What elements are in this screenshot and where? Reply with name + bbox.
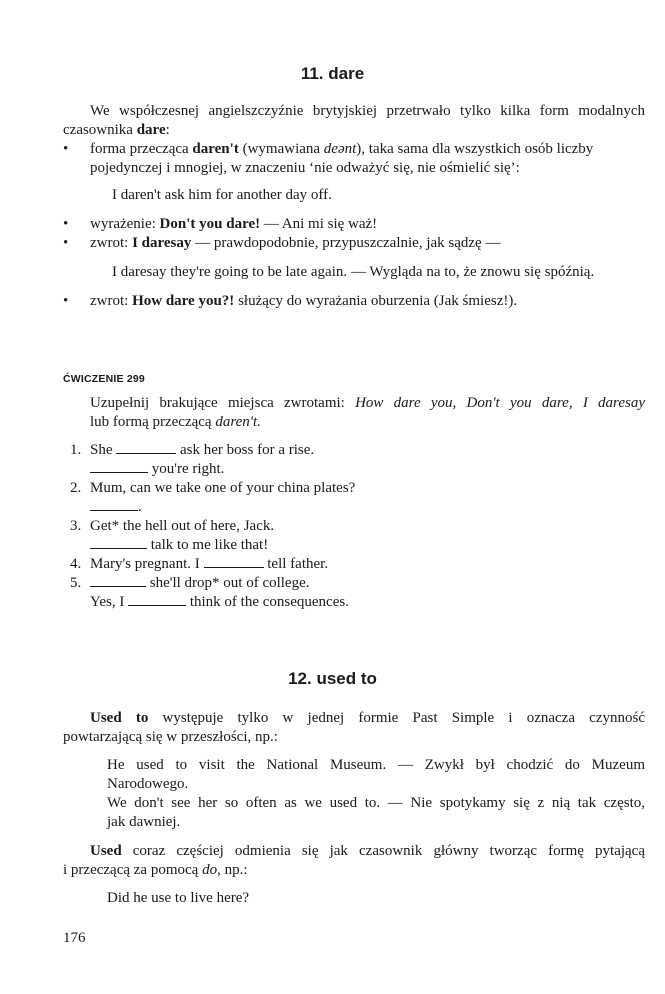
item-2-line-1: Mum, can we take one of your china plates? <box>90 480 356 496</box>
section-11-title: 11. dare <box>300 64 365 83</box>
answer-blank[interactable] <box>204 555 264 568</box>
item-number: 4. <box>70 556 82 572</box>
example-museum-line-1: He used to visit the National Museum. — Zwykł był chodzić do Muzeum <box>107 757 645 773</box>
answer-blank[interactable] <box>90 536 147 549</box>
bullet-icon: • <box>63 216 69 232</box>
example-daren-t: I daren't ask him for another day off. <box>112 187 332 203</box>
exercise-instruction-2: lub formą przeczącą daren't. <box>90 414 261 430</box>
section-12-title: 12. used to <box>288 669 377 688</box>
section-12-para-2-line-2: i przeczącą za pomocą do, np.: <box>63 862 248 878</box>
item-number: 3. <box>70 518 82 534</box>
exercise-instruction-1: Uzupełnij brakujące miejsca zwrotami: How dare you, Don't you dare, I daresay <box>90 395 645 411</box>
example-used-to-line-2: jak dawniej. <box>107 814 181 830</box>
section-12-para-1-line-2: powtarzającą się w przeszłości, np.: <box>63 729 278 745</box>
bullet-1-line-1: forma przecząca daren't (wymawiana deənt), taka sama dla wszystkich osób liczby <box>90 141 594 157</box>
example-used-to-line-1: We don't see her so often as we used to. — Nie spotykamy się z nią tak często, <box>107 795 645 811</box>
section-12-para-2-line-1: Used coraz częściej odmienia się jak czasownik główny tworząc formę pytającą <box>90 843 645 859</box>
item-number: 5. <box>70 575 82 591</box>
intro-line-1: We współczesnej angielszczyźnie brytyjskiej przetrwało tylko kilka form modalnych <box>90 103 645 119</box>
page-number: 176 <box>63 930 86 946</box>
item-number: 2. <box>70 480 82 496</box>
answer-blank[interactable] <box>90 460 148 473</box>
bullet-4: zwrot: How dare you?! służący do wyrażania oburzenia (Jak śmiesz!). <box>90 293 518 309</box>
item-3-line-1: Get* the hell out of here, Jack. <box>90 518 275 534</box>
bullet-3: zwrot: I daresay — prawdopodobnie, przypuszczalnie, jak sądzę — <box>90 235 501 251</box>
answer-blank[interactable] <box>90 574 146 587</box>
bullet-2: wyrażenie: Don't you dare! — Ani mi się waż! <box>90 216 378 232</box>
item-1-line-1: She ask her boss for a rise. <box>90 442 315 458</box>
item-3-line-2: talk to me like that! <box>90 536 268 555</box>
bullet-icon: • <box>63 235 69 251</box>
example-question: Did he use to live here? <box>107 890 250 906</box>
exercise-title: ĆWICZENIE 299 <box>63 373 145 385</box>
answer-blank[interactable] <box>128 593 186 606</box>
item-2-line-2: . <box>90 498 142 517</box>
intro-line-2: czasownika dare: <box>63 122 170 138</box>
answer-blank[interactable] <box>90 498 138 511</box>
bullet-1-line-2: pojedynczej i mnogiej, w znaczeniu ‘nie odważyć się, nie ośmielić się’: <box>90 160 520 176</box>
item-5-line-2: Yes, I think of the consequences. <box>90 594 349 610</box>
bullet-icon: • <box>63 141 69 157</box>
item-5-line-1: she'll drop* out of college. <box>90 574 310 593</box>
bullet-icon: • <box>63 293 69 309</box>
answer-blank[interactable] <box>116 441 176 454</box>
section-12-para-1-line-1: Used to występuje tylko w jednej formie Past Simple i oznacza czynność <box>90 710 645 726</box>
item-number: 1. <box>70 442 82 458</box>
item-4: Mary's pregnant. I tell father. <box>90 556 329 572</box>
item-1-line-2: you're right. <box>90 460 224 479</box>
example-museum-line-2: Narodowego. <box>107 776 189 792</box>
example-daresay: I daresay they're going to be late again. — Wygląda na to, że znowu się spóźnią. <box>112 264 595 280</box>
